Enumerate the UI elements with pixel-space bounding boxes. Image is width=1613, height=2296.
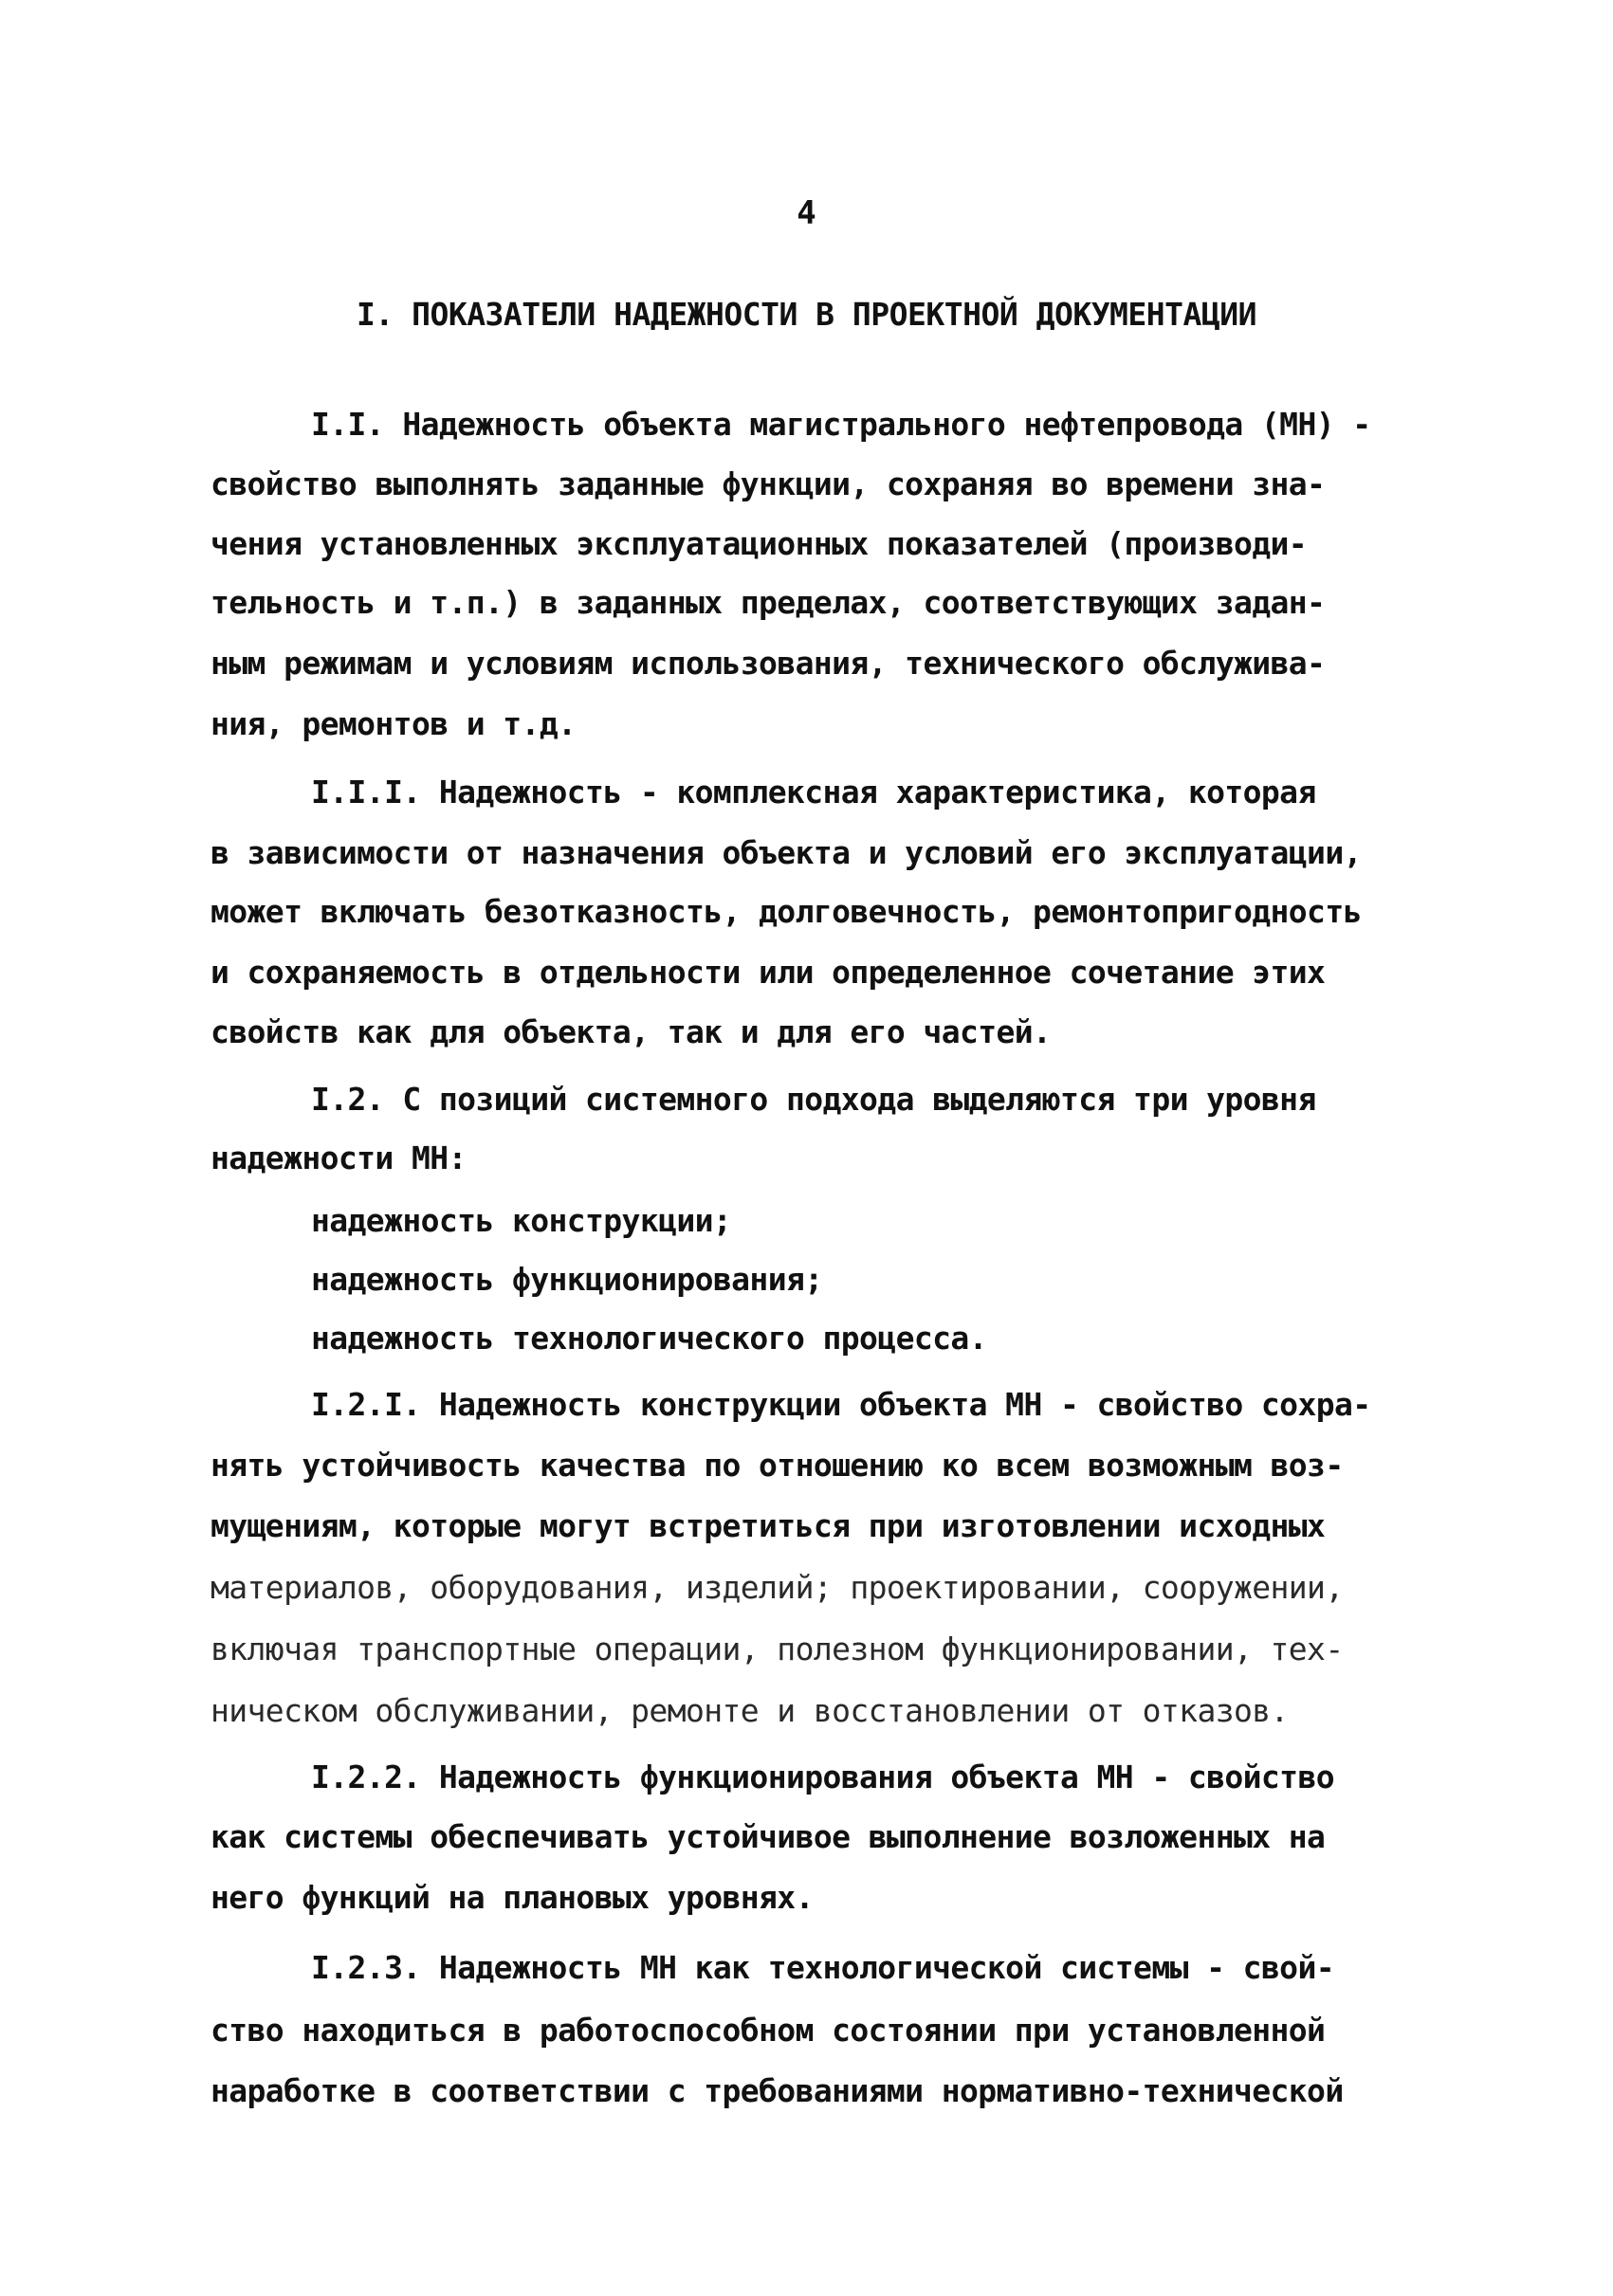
text-line-3: чения установленных эксплуатационных показателей (производи- (211, 525, 1308, 562)
text-line-2: свойство выполнять заданные функции, сохраняя во времени зна- (211, 465, 1326, 502)
text-line-16: надежность технологического процесса. (311, 1320, 987, 1357)
text-line-14: надежность конструкции; (311, 1202, 732, 1239)
text-line-20: материалов, оборудования, изделий; проектировании, сооружении, (211, 1569, 1344, 1606)
text-line-26: I.2.3. Надежность МН как технологической системы - свой- (311, 1949, 1334, 1986)
text-line-11: свойств как для объекта, так и для его частей. (211, 1013, 1052, 1050)
text-line-23: I.2.2. Надежность функционирования объекта МН - свойство (311, 1758, 1334, 1795)
text-line-13: надежности МН: (211, 1139, 467, 1176)
text-line-22: ническом обслуживании, ремонте и восстановлении от отказов. (211, 1692, 1289, 1729)
text-line-15: надежность функционирования; (311, 1261, 823, 1298)
text-line-5: ным режимам и условиям использования, технического обслужива- (211, 645, 1326, 682)
text-line-9: может включать безотказность, долговечность, ремонтопригодность (211, 893, 1362, 930)
text-line-8: в зависимости от назначения объекта и условий его эксплуатации, (211, 834, 1362, 871)
text-line-27: ство находиться в работоспособном состоянии при установленной (211, 2012, 1326, 2049)
text-line-28: наработке в соответствии с требованиями нормативно-технической (211, 2072, 1344, 2109)
text-line-4: тельность и т.п.) в заданных пределах, соответствующих задан- (211, 584, 1326, 621)
text-line-10: и сохраняемость в отдельности или определенное сочетание этих (211, 954, 1326, 991)
text-line-21: включая транспортные операции, полезном функционировании, тех- (211, 1631, 1344, 1667)
page-number: 4 (797, 194, 816, 232)
text-line-12: I.2. С позиций системного подхода выделяются три уровня (311, 1081, 1316, 1118)
text-line-19: мущениям, которые могут встретиться при изготовлении исходных (211, 1507, 1326, 1544)
section-heading: I. ПОКАЗАТЕЛИ НАДЕЖНОСТИ В ПРОЕКТНОЙ ДОКУМЕНТАЦИИ (356, 296, 1257, 333)
text-line-1: I.I. Надежность объекта магистрального нефтепровода (МН) - (311, 406, 1371, 443)
text-line-24: как системы обеспечивать устойчивое выполнение возложенных на (211, 1818, 1326, 1855)
text-line-6: ния, ремонтов и т.д. (211, 705, 577, 742)
text-line-17: I.2.I. Надежность конструкции объекта МН - свойство сохра- (311, 1386, 1371, 1423)
text-line-18: нять устойчивость качества по отношению ко всем возможным воз- (211, 1447, 1344, 1484)
text-line-25: него функций на плановых уровнях. (211, 1879, 814, 1916)
text-line-7: I.I.I. Надежность - комплексная характеристика, которая (311, 774, 1316, 811)
